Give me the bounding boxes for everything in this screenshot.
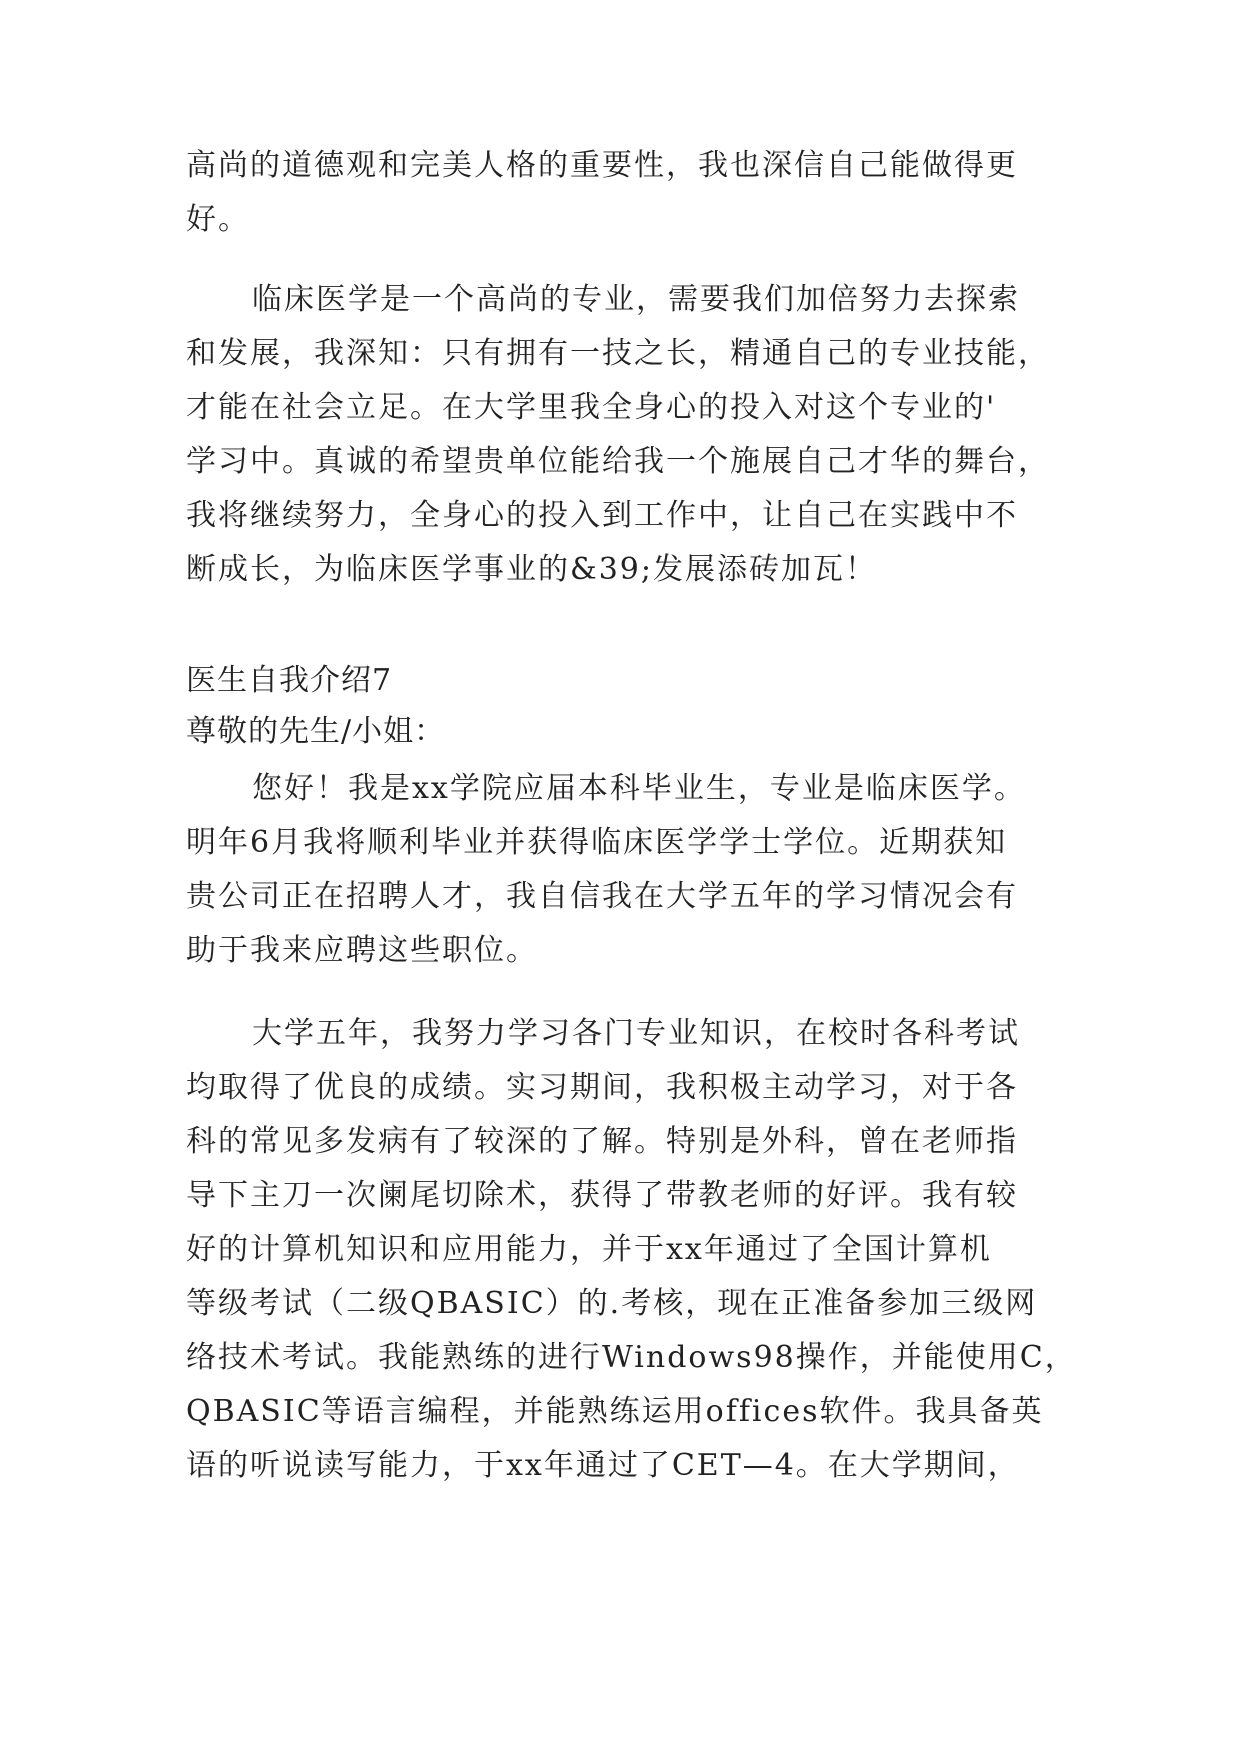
paragraph-line: 导下主刀一次阑尾切除术，获得了带教老师的好评。我有较 [186, 1178, 1018, 1213]
paragraph-line: 助于我来应聘这些职位。 [186, 933, 538, 968]
paragraph-line: 才能在社会立足。在大学里我全身心的投入对这个专业的' [186, 390, 997, 425]
paragraph-line: 络技术考试。我能熟练的进行Windows98操作，并能使用C， [186, 1340, 1077, 1375]
paragraph-line: 明年6月我将顺利毕业并获得临床医学学士学位。近期获知 [186, 825, 1008, 860]
salutation: 尊敬的先生/小姐： [186, 714, 446, 749]
paragraph-line: 断成长，为临床医学事业的&39;发展添砖加瓦！ [186, 552, 877, 587]
paragraph-line: 语的听说读写能力，于xx年通过了CET—4。在大学期间， [186, 1448, 1020, 1483]
paragraph-line: 等级考试（二级QBASIC）的.考核，现在正准备参加三级网 [186, 1286, 1038, 1321]
paragraph-line: 好的计算机知识和应用能力，并于xx年通过了全国计算机 [186, 1232, 992, 1267]
section-title: 医生自我介绍7 [186, 663, 393, 698]
paragraph-line: 科的常见多发病有了较深的了解。特别是外科，曾在老师指 [186, 1124, 1018, 1159]
paragraph-line: QBASIC等语言编程，并能熟练运用offices软件。我具备英 [186, 1394, 1044, 1429]
paragraph-line: 我将继续努力，全身心的投入到工作中，让自己在实践中不 [186, 498, 1018, 533]
paragraph-line: 和发展，我深知：只有拥有一技之长，精通自己的专业技能， [186, 336, 1050, 371]
paragraph-line: 学习中。真诚的希望贵单位能给我一个施展自己才华的舞台， [186, 444, 1050, 479]
paragraph-line: 均取得了优良的成绩。实习期间，我积极主动学习，对于各 [186, 1070, 1018, 1105]
paragraph-line: 您好！我是xx学院应届本科毕业生，专业是临床医学。 [252, 771, 1026, 806]
paragraph-line: 贵公司正在招聘人才，我自信我在大学五年的学习情况会有 [186, 879, 1018, 914]
paragraph-line: 好。 [186, 202, 250, 237]
paragraph-line: 大学五年，我努力学习各门专业知识，在校时各科考试 [252, 1016, 1020, 1051]
paragraph-line: 高尚的道德观和完美人格的重要性，我也深信自己能做得更 [186, 148, 1018, 183]
paragraph-line: 临床医学是一个高尚的专业，需要我们加倍努力去探索 [252, 282, 1020, 317]
